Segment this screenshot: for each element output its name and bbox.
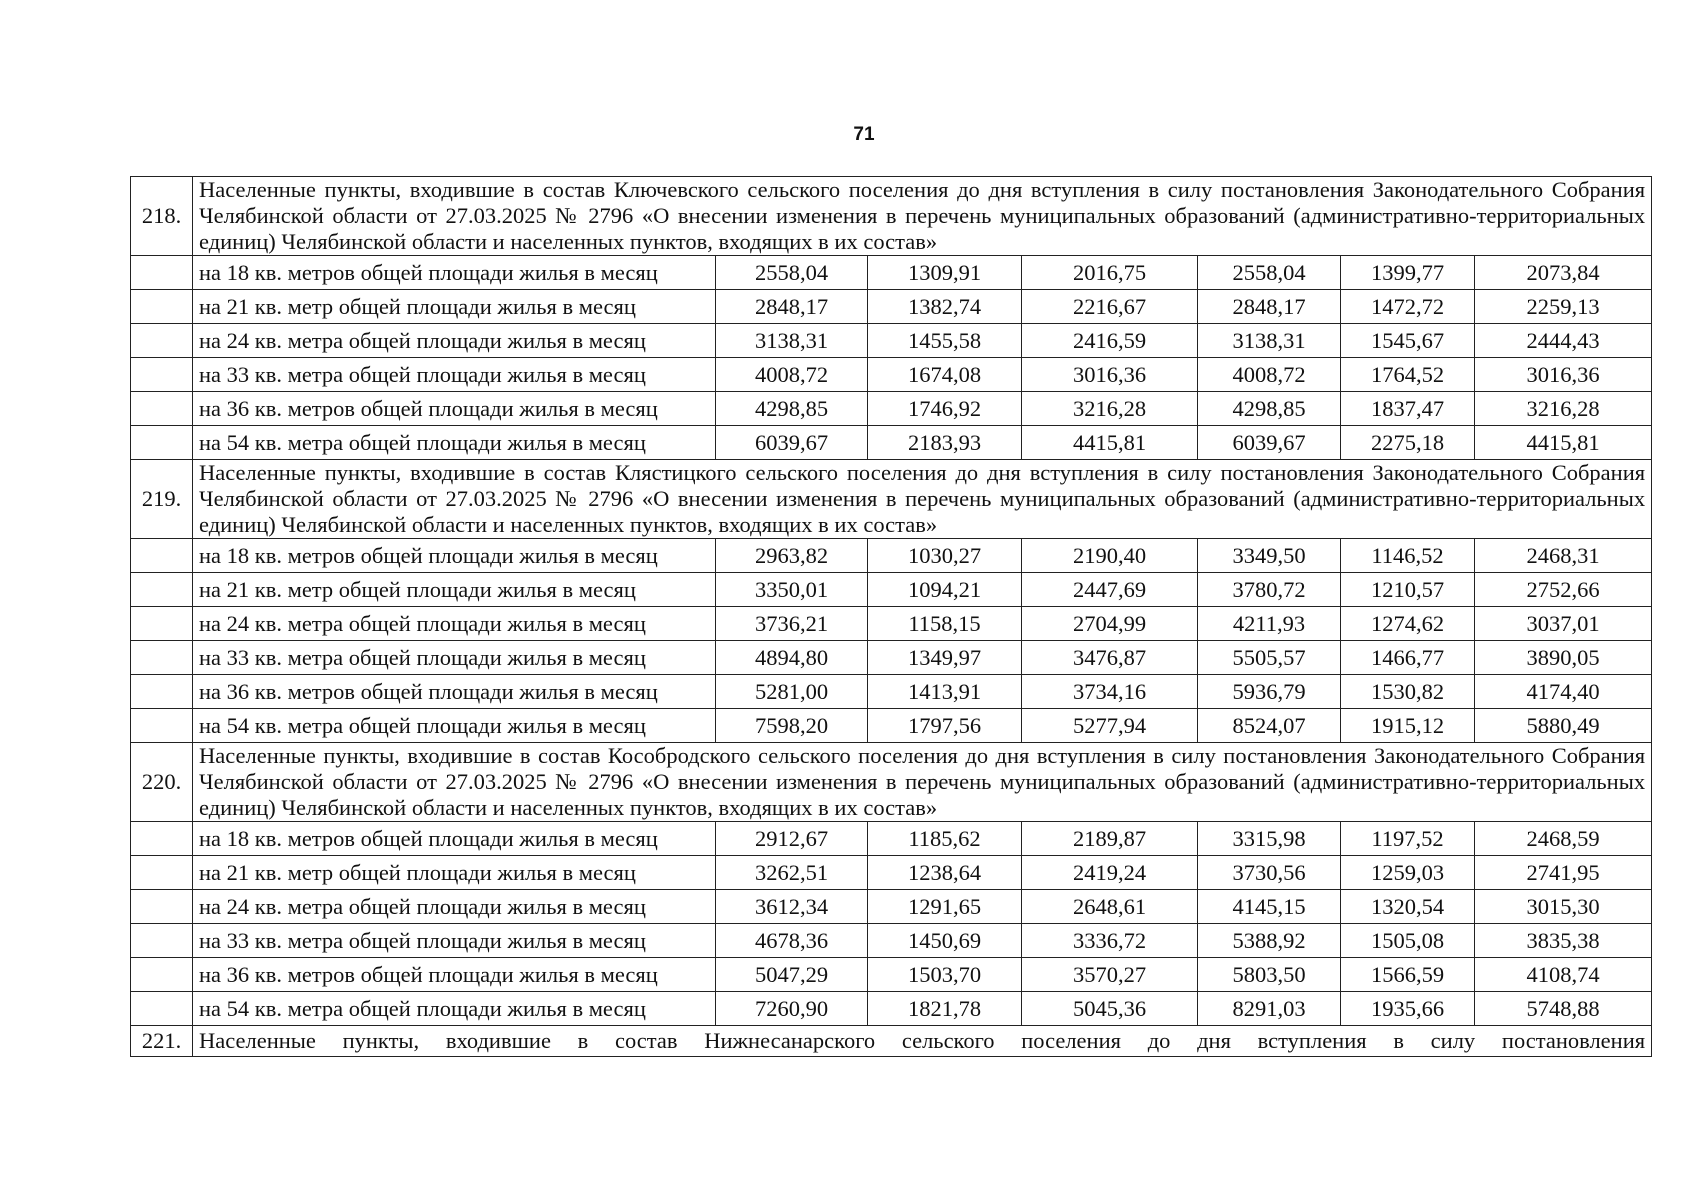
row-label: на 33 кв. метра общей площади жилья в месяц	[193, 924, 716, 958]
section-header-text: Населенные пункты, входившие в состав Клястицкого сельского поселения до дня вступления в силу постановления Законодательного Собрания Челябинской области от 27.03.2025 № 2796 «О внесении изменения в перечень муниципальных образований (административно-территориальных единиц) Челябинской области и населенных пунктов, входящих в их состав»	[193, 460, 1652, 539]
value-cell: 2416,59	[1022, 324, 1198, 358]
empty-number-cell	[131, 539, 193, 573]
tariff-table	[130, 176, 1652, 1057]
row-label: на 54 кв. метра общей площади жилья в месяц	[193, 992, 716, 1026]
empty-number-cell	[131, 924, 193, 958]
value-cell: 3138,31	[716, 324, 868, 358]
value-cell: 2216,67	[1022, 290, 1198, 324]
value-cell: 2468,59	[1475, 822, 1652, 856]
empty-number-cell	[131, 256, 193, 290]
value-cell: 1472,72	[1341, 290, 1475, 324]
value-cell: 1274,62	[1341, 607, 1475, 641]
table-row	[131, 426, 1652, 460]
empty-number-cell	[131, 822, 193, 856]
value-cell: 6039,67	[716, 426, 868, 460]
value-cell: 1399,77	[1341, 256, 1475, 290]
table-row	[131, 290, 1652, 324]
value-cell: 4174,40	[1475, 675, 1652, 709]
row-label: на 18 кв. метров общей площади жилья в месяц	[193, 822, 716, 856]
value-cell: 3336,72	[1022, 924, 1198, 958]
value-cell: 2558,04	[1198, 256, 1341, 290]
table-row	[131, 890, 1652, 924]
value-cell: 2648,61	[1022, 890, 1198, 924]
value-cell: 4108,74	[1475, 958, 1652, 992]
empty-number-cell	[131, 890, 193, 924]
table-row	[131, 607, 1652, 641]
section-header-text: Населенные пункты, входившие в состав Ключевского сельского поселения до дня вступления в силу постановления Законодательного Собрания Челябинской области от 27.03.2025 № 2796 «О внесении изменения в перечень муниципальных образований (административно-территориальных единиц) Челябинской области и населенных пунктов, входящих в их состав»	[193, 177, 1652, 256]
value-cell: 1094,21	[868, 573, 1022, 607]
value-cell: 4008,72	[716, 358, 868, 392]
value-cell: 3835,38	[1475, 924, 1652, 958]
value-cell: 2016,75	[1022, 256, 1198, 290]
value-cell: 2190,40	[1022, 539, 1198, 573]
value-cell: 2189,87	[1022, 822, 1198, 856]
section-header-text: Населенные пункты, входившие в состав Нижнесанарского сельского поселения до дня вступления в силу постановления	[193, 1026, 1652, 1057]
row-label: на 33 кв. метра общей площади жилья в месяц	[193, 358, 716, 392]
value-cell: 3016,36	[1022, 358, 1198, 392]
table-row	[131, 573, 1652, 607]
value-cell: 3570,27	[1022, 958, 1198, 992]
row-label: на 24 кв. метра общей площади жилья в месяц	[193, 324, 716, 358]
value-cell: 1413,91	[868, 675, 1022, 709]
section-header-text: Населенные пункты, входившие в состав Кособродского сельского поселения до дня вступления в силу постановления Законодательного Собрания Челябинской области от 27.03.2025 № 2796 «О внесении изменения в перечень муниципальных образований (административно-территориальных единиц) Челябинской области и населенных пунктов, входящих в их состав»	[193, 743, 1652, 822]
value-cell: 5505,57	[1198, 641, 1341, 675]
row-label: на 54 кв. метра общей площади жилья в месяц	[193, 426, 716, 460]
value-cell: 4298,85	[1198, 392, 1341, 426]
value-cell: 5803,50	[1198, 958, 1341, 992]
row-label: на 33 кв. метра общей площади жилья в месяц	[193, 641, 716, 675]
value-cell: 5047,29	[716, 958, 868, 992]
table-row	[131, 324, 1652, 358]
value-cell: 1450,69	[868, 924, 1022, 958]
empty-number-cell	[131, 709, 193, 743]
value-cell: 1545,67	[1341, 324, 1475, 358]
value-cell: 5277,94	[1022, 709, 1198, 743]
value-cell: 1291,65	[868, 890, 1022, 924]
value-cell: 3216,28	[1022, 392, 1198, 426]
value-cell: 2419,24	[1022, 856, 1198, 890]
value-cell: 2752,66	[1475, 573, 1652, 607]
value-cell: 2912,67	[716, 822, 868, 856]
value-cell: 5045,36	[1022, 992, 1198, 1026]
value-cell: 3037,01	[1475, 607, 1652, 641]
value-cell: 2073,84	[1475, 256, 1652, 290]
empty-number-cell	[131, 992, 193, 1026]
row-label: на 21 кв. метр общей площади жилья в месяц	[193, 290, 716, 324]
value-cell: 1764,52	[1341, 358, 1475, 392]
empty-number-cell	[131, 426, 193, 460]
value-cell: 4211,93	[1198, 607, 1341, 641]
value-cell: 3780,72	[1198, 573, 1341, 607]
table-row	[131, 641, 1652, 675]
value-cell: 3612,34	[716, 890, 868, 924]
value-cell: 3216,28	[1475, 392, 1652, 426]
empty-number-cell	[131, 573, 193, 607]
table-row	[131, 822, 1652, 856]
value-cell: 2704,99	[1022, 607, 1198, 641]
value-cell: 6039,67	[1198, 426, 1341, 460]
value-cell: 1309,91	[868, 256, 1022, 290]
section-number: 218.	[131, 177, 193, 256]
row-label: на 21 кв. метр общей площади жилья в месяц	[193, 856, 716, 890]
table-row	[131, 256, 1652, 290]
value-cell: 5388,92	[1198, 924, 1341, 958]
value-cell: 2741,95	[1475, 856, 1652, 890]
section-number: 219.	[131, 460, 193, 539]
value-cell: 1530,82	[1341, 675, 1475, 709]
empty-number-cell	[131, 358, 193, 392]
table-row	[131, 675, 1652, 709]
table-row	[131, 924, 1652, 958]
value-cell: 4145,15	[1198, 890, 1341, 924]
value-cell: 8291,03	[1198, 992, 1341, 1026]
value-cell: 7598,20	[716, 709, 868, 743]
empty-number-cell	[131, 324, 193, 358]
value-cell: 3476,87	[1022, 641, 1198, 675]
table-row	[131, 992, 1652, 1026]
value-cell: 1382,74	[868, 290, 1022, 324]
table-row	[131, 958, 1652, 992]
empty-number-cell	[131, 290, 193, 324]
value-cell: 3138,31	[1198, 324, 1341, 358]
section-header-row	[131, 743, 1652, 822]
value-cell: 4678,36	[716, 924, 868, 958]
value-cell: 3315,98	[1198, 822, 1341, 856]
table-row	[131, 358, 1652, 392]
value-cell: 3262,51	[716, 856, 868, 890]
value-cell: 1158,15	[868, 607, 1022, 641]
value-cell: 1238,64	[868, 856, 1022, 890]
row-label: на 36 кв. метров общей площади жилья в месяц	[193, 675, 716, 709]
table-row	[131, 856, 1652, 890]
value-cell: 1466,77	[1341, 641, 1475, 675]
value-cell: 1674,08	[868, 358, 1022, 392]
row-label: на 54 кв. метра общей площади жилья в месяц	[193, 709, 716, 743]
value-cell: 2183,93	[868, 426, 1022, 460]
table-row	[131, 709, 1652, 743]
row-label: на 24 кв. метра общей площади жилья в месяц	[193, 890, 716, 924]
value-cell: 2558,04	[716, 256, 868, 290]
value-cell: 3016,36	[1475, 358, 1652, 392]
table-row	[131, 392, 1652, 426]
section-header-row	[131, 1026, 1652, 1057]
value-cell: 1797,56	[868, 709, 1022, 743]
value-cell: 1746,92	[868, 392, 1022, 426]
value-cell: 1320,54	[1341, 890, 1475, 924]
value-cell: 1197,52	[1341, 822, 1475, 856]
value-cell: 4894,80	[716, 641, 868, 675]
value-cell: 4298,85	[716, 392, 868, 426]
value-cell: 2447,69	[1022, 573, 1198, 607]
row-label: на 24 кв. метра общей площади жилья в месяц	[193, 607, 716, 641]
value-cell: 1505,08	[1341, 924, 1475, 958]
value-cell: 1259,03	[1341, 856, 1475, 890]
value-cell: 3350,01	[716, 573, 868, 607]
value-cell: 2963,82	[716, 539, 868, 573]
value-cell: 4415,81	[1475, 426, 1652, 460]
value-cell: 1349,97	[868, 641, 1022, 675]
page-number: 71	[853, 124, 875, 145]
value-cell: 2848,17	[1198, 290, 1341, 324]
value-cell: 8524,07	[1198, 709, 1341, 743]
empty-number-cell	[131, 958, 193, 992]
section-number: 220.	[131, 743, 193, 822]
value-cell: 2468,31	[1475, 539, 1652, 573]
value-cell: 5880,49	[1475, 709, 1652, 743]
empty-number-cell	[131, 392, 193, 426]
value-cell: 3734,16	[1022, 675, 1198, 709]
value-cell: 7260,90	[716, 992, 868, 1026]
value-cell: 3015,30	[1475, 890, 1652, 924]
value-cell: 5936,79	[1198, 675, 1341, 709]
empty-number-cell	[131, 607, 193, 641]
value-cell: 2444,43	[1475, 324, 1652, 358]
value-cell: 1566,59	[1341, 958, 1475, 992]
empty-number-cell	[131, 641, 193, 675]
value-cell: 2259,13	[1475, 290, 1652, 324]
value-cell: 1821,78	[868, 992, 1022, 1026]
value-cell: 1146,52	[1341, 539, 1475, 573]
empty-number-cell	[131, 675, 193, 709]
value-cell: 4415,81	[1022, 426, 1198, 460]
value-cell: 2275,18	[1341, 426, 1475, 460]
table-row	[131, 539, 1652, 573]
value-cell: 1503,70	[868, 958, 1022, 992]
value-cell: 1455,58	[868, 324, 1022, 358]
value-cell: 4008,72	[1198, 358, 1341, 392]
value-cell: 3736,21	[716, 607, 868, 641]
section-number: 221.	[131, 1026, 193, 1057]
row-label: на 36 кв. метров общей площади жилья в месяц	[193, 958, 716, 992]
row-label: на 21 кв. метр общей площади жилья в месяц	[193, 573, 716, 607]
value-cell: 1837,47	[1341, 392, 1475, 426]
value-cell: 3730,56	[1198, 856, 1341, 890]
row-label: на 18 кв. метров общей площади жилья в месяц	[193, 539, 716, 573]
value-cell: 1210,57	[1341, 573, 1475, 607]
value-cell: 5748,88	[1475, 992, 1652, 1026]
value-cell: 1185,62	[868, 822, 1022, 856]
value-cell: 1915,12	[1341, 709, 1475, 743]
value-cell: 3890,05	[1475, 641, 1652, 675]
row-label: на 36 кв. метров общей площади жилья в месяц	[193, 392, 716, 426]
value-cell: 1030,27	[868, 539, 1022, 573]
value-cell: 5281,00	[716, 675, 868, 709]
table-body	[131, 177, 1652, 1057]
value-cell: 2848,17	[716, 290, 868, 324]
value-cell: 3349,50	[1198, 539, 1341, 573]
value-cell: 1935,66	[1341, 992, 1475, 1026]
section-header-row	[131, 460, 1652, 539]
empty-number-cell	[131, 856, 193, 890]
row-label: на 18 кв. метров общей площади жилья в месяц	[193, 256, 716, 290]
section-header-row	[131, 177, 1652, 256]
